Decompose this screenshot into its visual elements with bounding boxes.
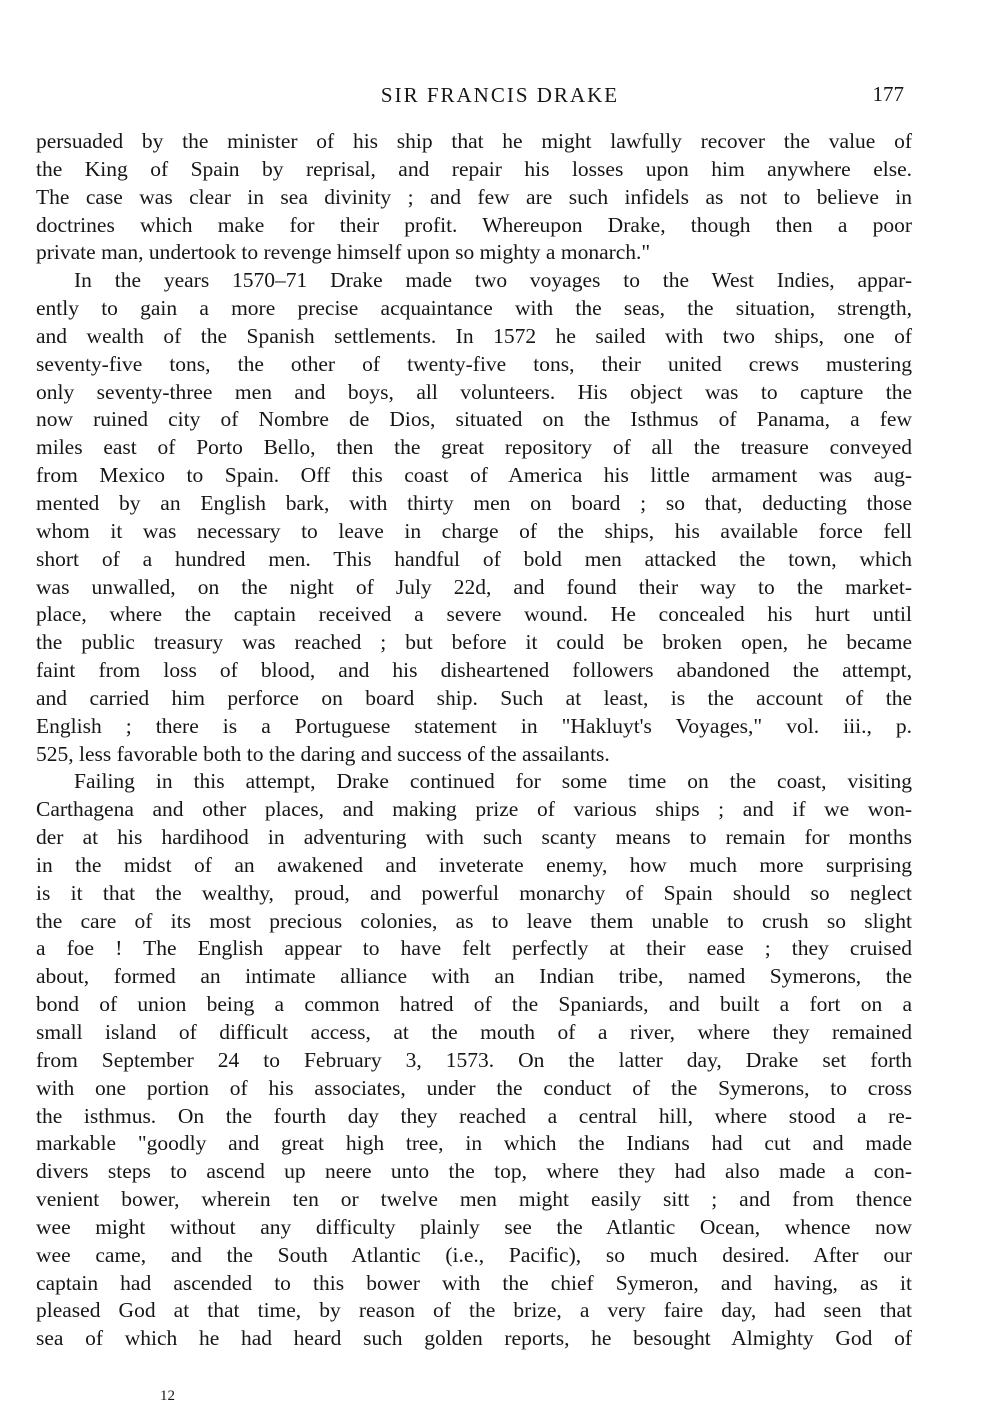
text-line: miles east of Porto Bello, then the great repository of all the treasure conveyed	[36, 435, 912, 460]
text-line: captain had ascended to this bower with the chief Symeron, and having, as it	[36, 1270, 912, 1295]
text-line: venient bower, wherein ten or twelve men might easily sitt ; and from thence	[36, 1187, 912, 1212]
text-line: from September 24 to February 3, 1573. On the latter day, Drake set forth	[36, 1047, 912, 1072]
text-line: Failing in this attempt, Drake continued for some time on the coast, visiting	[74, 769, 912, 794]
text-line: divers steps to ascend up neere unto the top, where they had also made a con-	[36, 1159, 912, 1184]
text-line: about, formed an intimate alliance with an Indian tribe, named Symerons, the	[36, 964, 912, 989]
page-number: 177	[872, 82, 904, 106]
text-line: was unwalled, on the night of July 22d, and found their way to the market-	[36, 574, 912, 599]
signature-mark: 12	[160, 1388, 175, 1404]
text-line: in the midst of an awakened and inveterate enemy, how much more surprising	[36, 852, 912, 877]
text-line: and carried him perforce on board ship. Such at least, is the account of the	[36, 685, 912, 710]
text-line: small island of difficult access, at the mouth of a river, where they remained	[36, 1020, 912, 1044]
text-line: a foe ! The English appear to have felt perfectly at their ease ; they cruised	[36, 936, 912, 961]
text-line: doctrines which make for their profit. Whereupon Drake, though then a poor	[36, 212, 912, 237]
text-line: Carthagena and other places, and making prize of various ships ; and if we won-	[36, 797, 912, 822]
text-line: der at his hardihood in adventuring with such scanty means to remain for months	[36, 825, 912, 850]
text-line: mented by an English bark, with thirty men on board ; so that, deducting those	[36, 490, 912, 515]
text-line: the public treasury was reached ; but before it could be broken open, he became	[36, 630, 912, 655]
text-line: persuaded by the minister of his ship that he might lawfully recover the value of	[36, 129, 912, 153]
text-line: is it that the wealthy, proud, and powerful monarchy of Spain should so neglect	[36, 880, 912, 905]
text-line: wee might without any difficulty plainly see the Atlantic Ocean, whence now	[36, 1214, 912, 1239]
text-line: with one portion of his associates, under the conduct of the Symerons, to cross	[36, 1075, 912, 1100]
text-line: wee came, and the South Atlantic (i.e., Pacific), so much desired. After our	[36, 1242, 912, 1267]
text-line: English ; there is a Portuguese statement in "Hakluyt's Voyages," vol. iii., p.	[36, 713, 912, 738]
text-line: now ruined city of Nombre de Dios, situated on the Isthmus of Panama, a few	[36, 407, 912, 432]
text-line: place, where the captain received a severe wound. He concealed his hurt until	[36, 602, 912, 627]
text-line: 525, less favorable both to the daring and success of the assailants.	[36, 741, 610, 766]
text-line: bond of union being a common hatred of the Spaniards, and built a fort on a	[36, 992, 912, 1017]
text-line: markable "goodly and great high tree, in which the Indians had cut and made	[36, 1131, 912, 1156]
text-line: The case was clear in sea divinity ; and few are such infidels as not to believe in	[36, 184, 912, 209]
text-line: the King of Spain by reprisal, and repair his losses upon him anywhere else.	[36, 156, 912, 181]
text-line: private man, undertook to revenge himself upon so mighty a monarch."	[36, 240, 651, 265]
text-line: seventy-five tons, the other of twenty-five tons, their united crews mustering	[36, 351, 912, 376]
text-line: from Mexico to Spain. Off this coast of America his little armament was aug-	[36, 463, 912, 488]
text-line: whom it was necessary to leave in charge of the ships, his available force fell	[36, 518, 912, 543]
body-text	[36, 128, 912, 1353]
text-line: and wealth of the Spanish settlements. In 1572 he sailed with two ships, one of	[36, 323, 912, 348]
text-line: the care of its most precious colonies, as to leave them unable to crush so slight	[36, 908, 912, 933]
text-line: the isthmus. On the fourth day they reached a central hill, where stood a re-	[36, 1103, 912, 1128]
text-line: faint from loss of blood, and his disheartened followers abandoned the attempt,	[36, 658, 912, 683]
running-header	[0, 79, 1000, 109]
text-line: short of a hundred men. This handful of bold men attacked the town, which	[36, 546, 912, 571]
text-line: pleased God at that time, by reason of the brize, a very faire day, had seen that	[36, 1298, 912, 1323]
text-line: only seventy-three men and boys, all volunteers. His object was to capture the	[36, 379, 912, 404]
text-line: In the years 1570–71 Drake made two voyages to the West Indies, appar-	[74, 268, 912, 293]
running-title: SIR FRANCIS DRAKE	[380, 83, 620, 107]
text-line: ently to gain a more precise acquaintance with the seas, the situation, strength,	[36, 296, 912, 321]
text-line: sea of which he had heard such golden reports, he besought Almighty God of	[36, 1326, 912, 1351]
